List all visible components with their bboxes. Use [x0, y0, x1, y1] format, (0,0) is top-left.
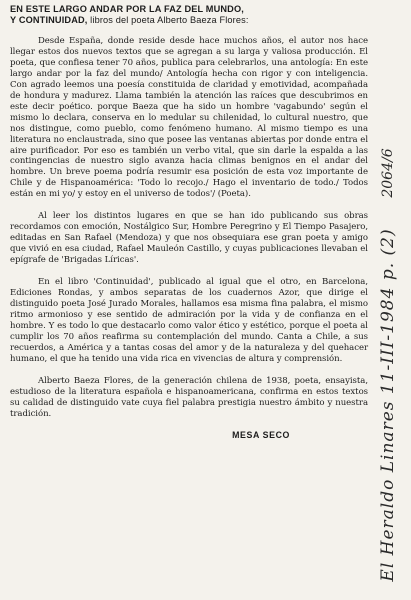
handwritten-margin-notes	[371, 0, 405, 600]
article-paragraph-3: En el libro 'Continuidad', publicado al igual que el otro, en Barcelona, Ediciones Rondas, y ambos separatas de los cuadernos Azor, que dirige el distinguido poeta José Jurado Morales, hallamos esa misma fina palabra, el mismo ritmo armonioso y ese sentido de admiración por la vida y de confianza en el hombre. Y es todo lo que destacarlo como valor ético y estético, porque el poeta al cumplir los 70 años reafirma su contemplación del mundo. Canta a Chile, a sus recuerdos, a América y a tantas cosas del amor y de la naturaleza y del quehacer humano, el que ha tenido una vida rica en vivencias de altura y comprensión.	[10, 277, 368, 364]
article-paragraph-2: Al leer los distintos lugares en que se han ido publicando sus obras recordamos con emoción, Nostálgico Sur, Hombre Peregrino y El Tiempo Pasajero, editadas en San Rafael (Mendoza) y que nos obsequiara ese gran poeta y amigo que vivió en esa ciudad, Rafael Mauleón Castillo, y cuyas publicaciones llevaban el epígrafe de 'Brigadas Líricas'.	[10, 211, 368, 266]
article-paragraph-1: Desde España, donde reside desde hace muchos años, el autor nos hace llegar estos dos nuevos textos que se agregan a su larga y valiosa producción. El poeta, que confiesa tener 70 años, publica para celebrarlos, una antología: En este largo andar por la faz del mundo/ Antología hecha con rigor y con inteligencia. Con agrado leemos una poesía constituida de claridad y emotividad, acompañada de hondura y madurez. Llama también la atención las raíces que descubrimos en este decir poético. porque Baeza que ha sido un hombre 'vagabundo' según el mismo lo declara, conserva en lo medular su chilenidad, lo cultural nuestro, que nos distingue, como pueblo, como fenómeno humano. Al mismo tiempo es una literatura no enclaustrada, sino que posee las ventanas abiertas por donde entra el aire purificador. Por eso es también un verbo vital, que sin darle la espalda a las contingencias de nuestro siglo avanza hacia climas benignos en el andar del hombre. Un breve poema podría resumir esa posición de esta voz importante de Chile y de Hispanoamérica: 'Todo lo recojo./ Hago el inventario de todo./ Todos están en mi yo/ y estoy en el universo de todos'/ (Poeta).	[10, 36, 368, 200]
headline-line-2-rest: libros del poeta Alberto Baeza Flores:	[87, 15, 249, 25]
headline-line-1: EN ESTE LARGO ANDAR POR LA FAZ DEL MUNDO,	[10, 4, 244, 14]
handwritten-source-note: El Heraldo Linares 11-III-1984 p. (2)	[378, 228, 398, 582]
article-headline	[10, 4, 368, 26]
handwritten-reference-number: 2064/6	[380, 148, 396, 198]
newspaper-clipping	[10, 4, 368, 594]
headline-line-2-bold: Y CONTINUIDAD,	[10, 15, 88, 25]
article-signature: MESA SECO	[232, 429, 290, 440]
article-paragraph-4: Alberto Baeza Flores, de la generación chilena de 1938, poeta, ensayista, estudioso de la literatura española e hispanoamericana, confirma en estos textos su calidad de distinguido vate cuya fiel palabra prestigia nuestro ámbito y nuestra tradición.	[10, 375, 368, 419]
